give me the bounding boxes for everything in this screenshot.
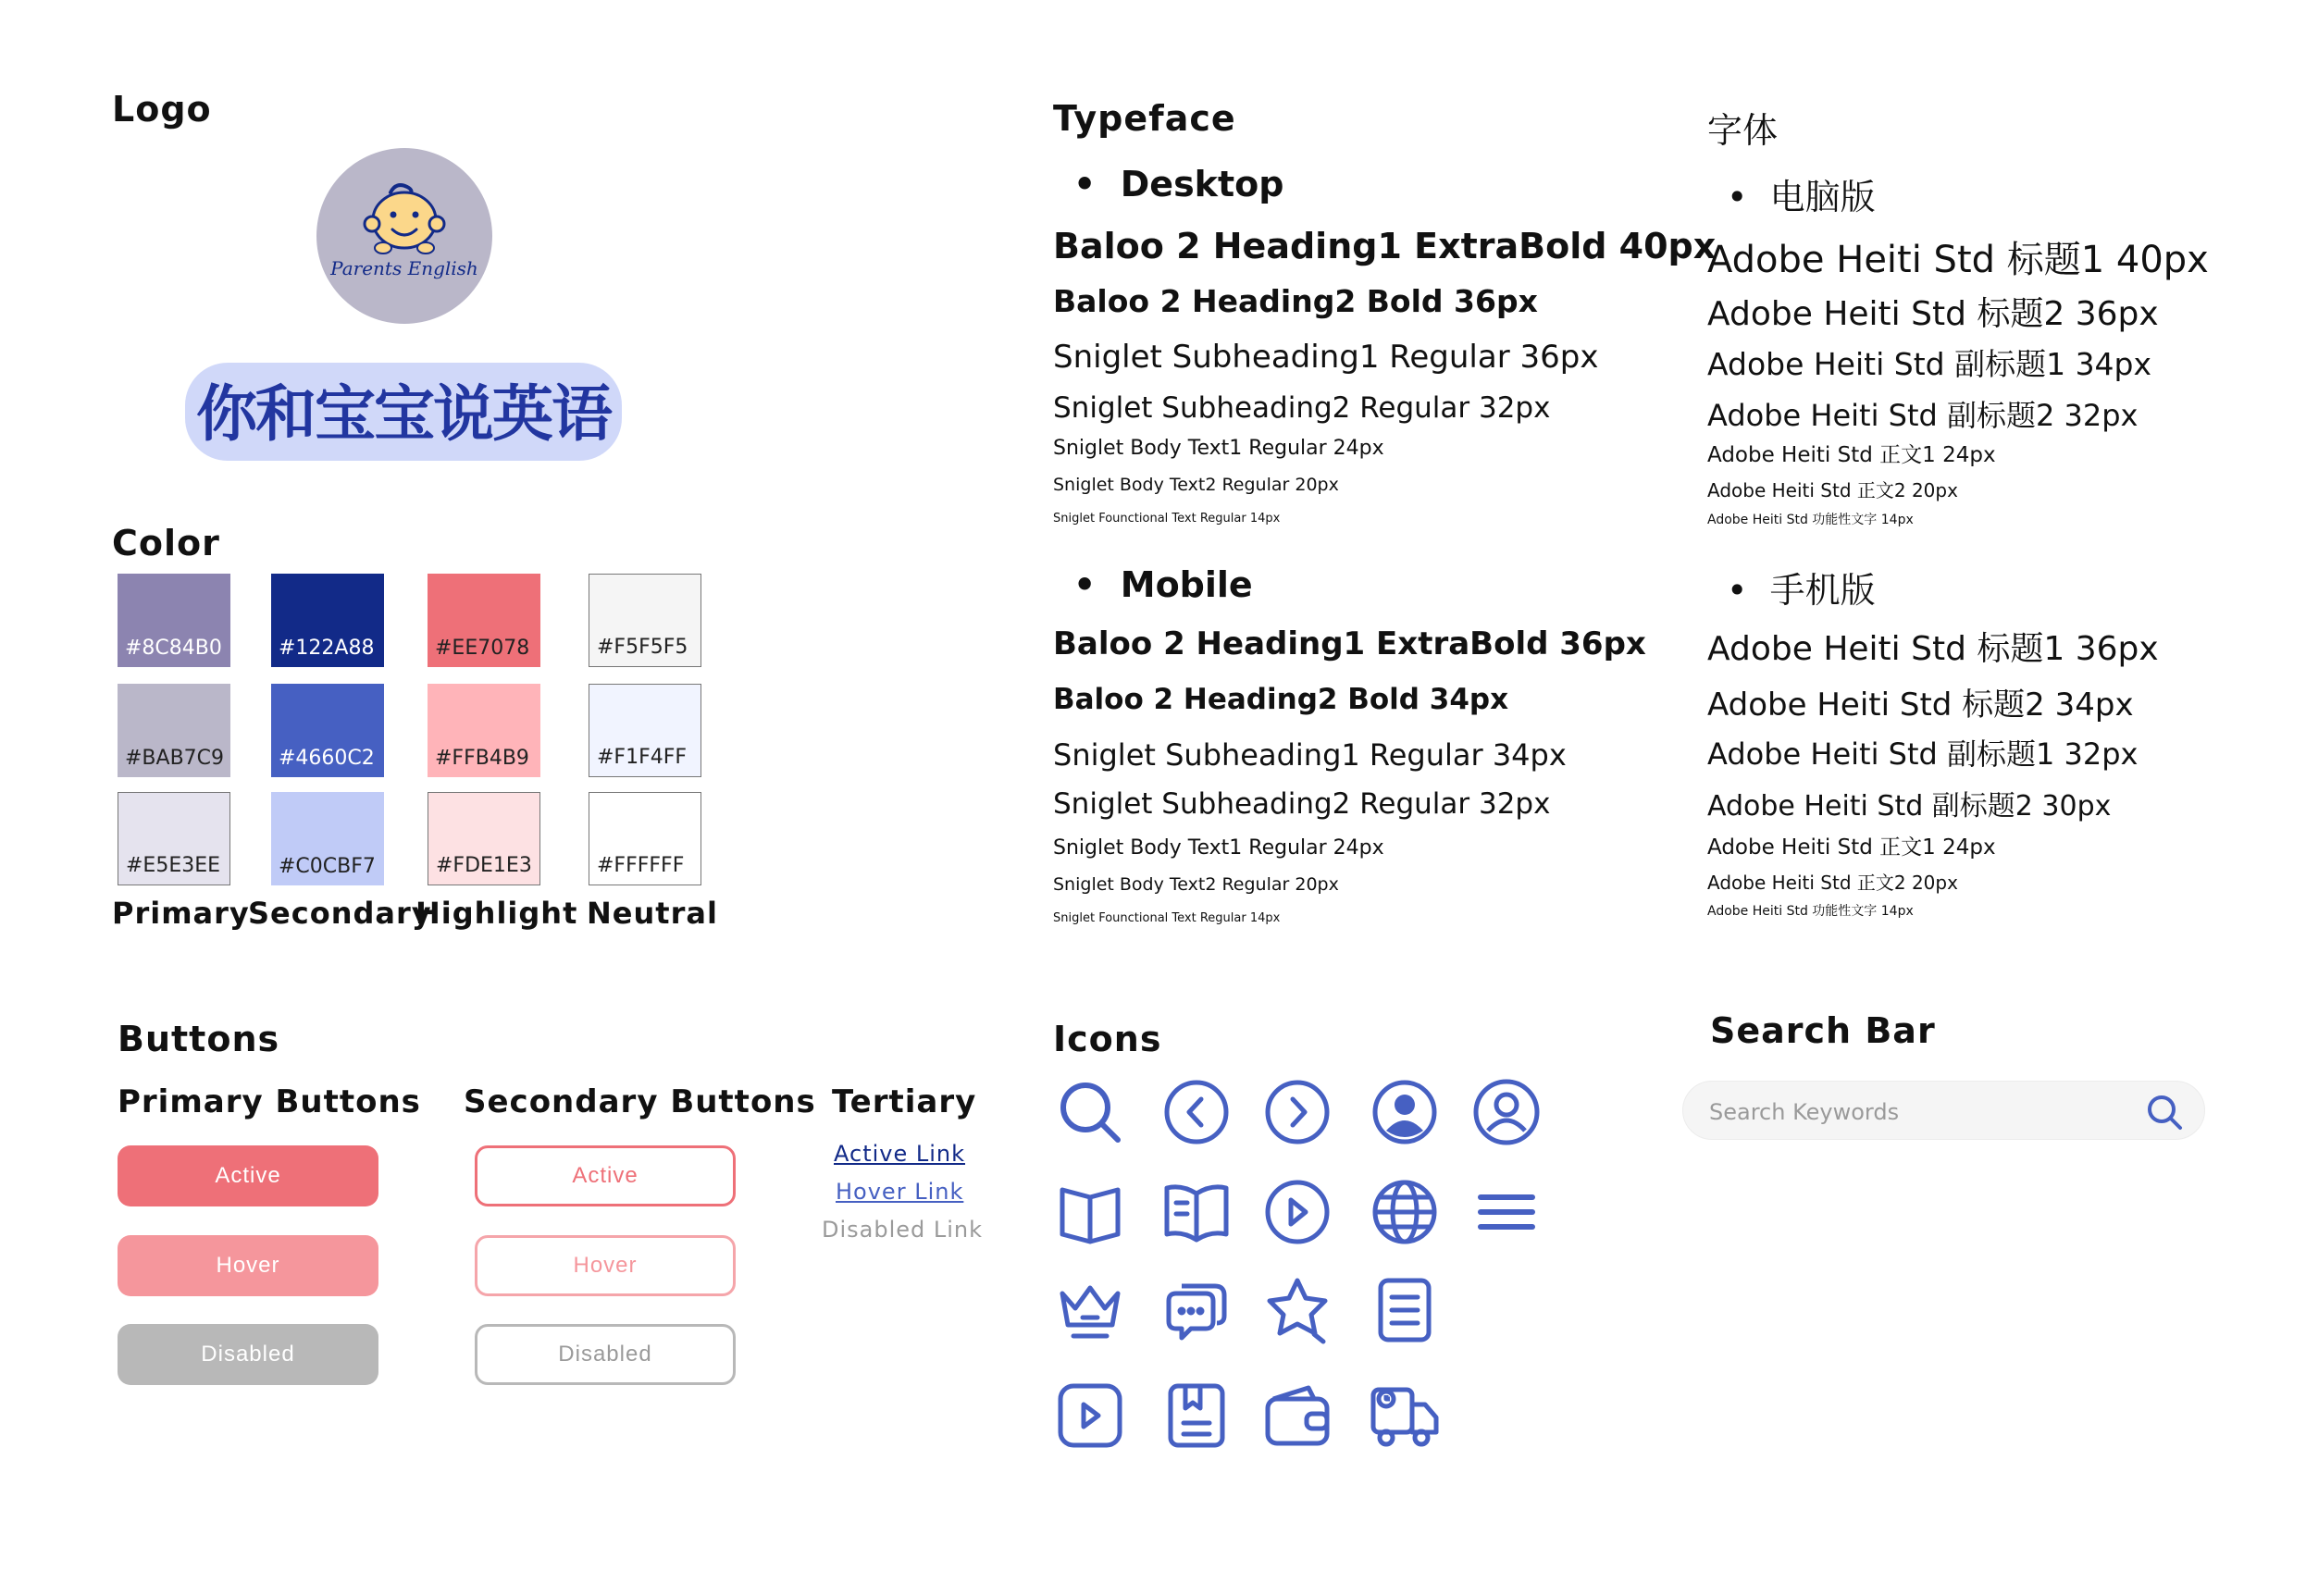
typeface-desktop-body1: Sniglet Body Text1 Regular 24px — [1053, 437, 1384, 460]
cn-desktop-label: 电脑版 — [1769, 177, 1876, 217]
color-swatch-hex: #4660C2 — [279, 747, 375, 770]
tertiary-title: Tertiary — [832, 1083, 977, 1120]
mobile-label: Mobile — [1120, 564, 1253, 605]
color-swatch-hex: #C0CBF7 — [279, 855, 376, 878]
search-input[interactable] — [1707, 1091, 2137, 1133]
color-swatch-secondary-2 — [271, 684, 384, 777]
color-swatch-hex: #8C84B0 — [125, 637, 222, 660]
tertiary-hover-link[interactable]: Hover Link — [836, 1179, 964, 1205]
color-swatch-secondary-1 — [271, 574, 384, 667]
cn-mobile-sub2: Adobe Heiti Std 副标题2 30px — [1707, 790, 2112, 823]
color-swatch-highlight-3 — [428, 792, 540, 885]
typeface-desktop-body2: Sniglet Body Text2 Regular 20px — [1053, 475, 1339, 495]
color-swatch-neutral-1 — [589, 574, 701, 667]
primary-buttons-title: Primary Buttons — [118, 1083, 421, 1120]
color-swatch-primary-3 — [118, 792, 230, 885]
color-swatch-hex: #F5F5F5 — [597, 636, 688, 659]
primary-disabled-button[interactable]: Disabled — [118, 1324, 378, 1385]
color-swatch-hex: #FFFFFF — [597, 854, 685, 877]
primary-active-button[interactable]: Active — [118, 1145, 378, 1206]
search-icon[interactable] — [1053, 1075, 1127, 1149]
chevron-right-icon[interactable] — [1260, 1075, 1334, 1149]
color-swatch-neutral-2 — [589, 684, 701, 777]
cn-desktop-functional: Adobe Heiti Std 功能性文字 14px — [1707, 513, 1914, 527]
color-swatch-hex: #F1F4FF — [597, 746, 688, 769]
color-group-secondary: Secondary — [248, 896, 432, 931]
cn-mobile-bullet: • 手机版 — [1727, 570, 1876, 611]
color-swatch-highlight-2 — [428, 684, 540, 777]
color-group-primary: Primary — [112, 896, 250, 931]
baby-face-icon — [316, 148, 492, 324]
menu-icon[interactable] — [1469, 1175, 1544, 1249]
color-swatch-secondary-3 — [271, 792, 384, 885]
color-swatch-hex: #BAB7C9 — [125, 747, 225, 770]
brand-logo — [316, 148, 492, 324]
color-swatch-hex: #FDE1E3 — [436, 854, 532, 877]
play-circle-icon[interactable] — [1260, 1175, 1334, 1249]
cn-mobile-h2: Adobe Heiti Std 标题2 34px — [1707, 687, 2134, 724]
chinese-font-section-title: 字体 — [1707, 110, 1779, 151]
star-icon[interactable] — [1260, 1273, 1334, 1347]
secondary-disabled-button[interactable]: Disabled — [475, 1324, 736, 1385]
bookmark-document-icon[interactable] — [1159, 1379, 1234, 1453]
color-swatch-hex: #E5E3EE — [126, 854, 221, 877]
desktop-label: Desktop — [1120, 164, 1284, 204]
color-swatch-hex: #122A88 — [279, 637, 375, 660]
brand-name-cn: 你和宝宝说英语 — [196, 378, 611, 450]
cn-mobile-label: 手机版 — [1769, 570, 1876, 611]
color-swatch-neutral-3 — [589, 792, 701, 885]
wallet-icon[interactable] — [1260, 1379, 1334, 1453]
color-swatch-highlight-1 — [428, 574, 540, 667]
color-swatch-hex: #EE7078 — [435, 637, 530, 660]
color-group-neutral: Neutral — [587, 896, 718, 931]
document-icon[interactable] — [1368, 1273, 1442, 1347]
user-circle-icon[interactable] — [1469, 1075, 1544, 1149]
typeface-mobile-functional: Sniglet Founctional Text Regular 14px — [1053, 911, 1281, 925]
delivery-truck-icon[interactable] — [1368, 1379, 1442, 1453]
book-open-icon[interactable] — [1053, 1175, 1127, 1249]
primary-hover-button[interactable]: Hover — [118, 1235, 378, 1296]
color-swatch-primary-1 — [118, 574, 230, 667]
cn-desktop-sub1: Adobe Heiti Std 副标题1 34px — [1707, 346, 2152, 382]
cn-mobile-body1: Adobe Heiti Std 正文1 24px — [1707, 835, 1996, 860]
desktop-bullet: • Desktop — [1073, 164, 1284, 204]
tertiary-disabled-link[interactable]: Disabled Link — [822, 1217, 984, 1243]
typeface-mobile-h2: Baloo 2 Heading2 Bold 34px — [1053, 683, 1509, 716]
search-bar-section-title: Search Bar — [1710, 1010, 1936, 1051]
book-notes-icon[interactable] — [1159, 1175, 1234, 1249]
mobile-bullet: • Mobile — [1073, 564, 1253, 605]
globe-icon[interactable] — [1368, 1175, 1442, 1249]
secondary-hover-button[interactable]: Hover — [475, 1235, 736, 1296]
brand-name-cn-logo — [181, 352, 626, 472]
cn-desktop-bullet: • 电脑版 — [1727, 177, 1876, 217]
color-group-highlight: Highlight — [415, 896, 578, 931]
typeface-desktop-functional: Sniglet Founctional Text Regular 14px — [1053, 512, 1281, 526]
color-swatch-primary-2 — [118, 684, 230, 777]
cn-desktop-body1: Adobe Heiti Std 正文1 24px — [1707, 443, 1996, 467]
typeface-section-title: Typeface — [1053, 98, 1236, 139]
secondary-buttons-title: Secondary Buttons — [464, 1083, 816, 1120]
user-circle-filled-icon[interactable] — [1368, 1075, 1442, 1149]
typeface-mobile-body1: Sniglet Body Text1 Regular 24px — [1053, 836, 1384, 860]
chevron-left-icon[interactable] — [1159, 1075, 1234, 1149]
buttons-section-title: Buttons — [118, 1019, 280, 1059]
cn-desktop-body2: Adobe Heiti Std 正文2 20px — [1707, 479, 1958, 501]
typeface-desktop-h2: Baloo 2 Heading2 Bold 36px — [1053, 283, 1538, 319]
brand-name-en: Parents English — [330, 257, 478, 279]
cn-desktop-sub2: Adobe Heiti Std 副标题2 32px — [1707, 398, 2139, 433]
typeface-mobile-sub1: Sniglet Subheading1 Regular 34px — [1053, 737, 1567, 773]
typeface-mobile-h1: Baloo 2 Heading1 ExtraBold 36px — [1053, 625, 1646, 662]
logo-section-title: Logo — [112, 89, 212, 130]
typeface-mobile-body2: Sniglet Body Text2 Regular 20px — [1053, 874, 1339, 895]
chat-icon[interactable] — [1159, 1273, 1234, 1347]
cn-mobile-sub1: Adobe Heiti Std 副标题1 32px — [1707, 736, 2139, 772]
typeface-desktop-sub1: Sniglet Subheading1 Regular 36px — [1053, 339, 1599, 376]
cn-desktop-h1: Adobe Heiti Std 标题1 40px — [1707, 239, 2209, 281]
cn-mobile-h1: Adobe Heiti Std 标题1 36px — [1707, 630, 2159, 668]
secondary-active-button[interactable]: Active — [475, 1145, 736, 1206]
typeface-desktop-h1: Baloo 2 Heading1 ExtraBold 40px — [1053, 226, 1717, 266]
typeface-desktop-sub2: Sniglet Subheading2 Regular 32px — [1053, 391, 1551, 425]
search-icon[interactable] — [2145, 1093, 2184, 1132]
cn-mobile-body2: Adobe Heiti Std 正文2 20px — [1707, 872, 1958, 894]
color-section-title: Color — [112, 523, 220, 563]
play-square-icon[interactable] — [1053, 1379, 1127, 1453]
tertiary-active-link[interactable]: Active Link — [834, 1141, 966, 1167]
cn-mobile-functional: Adobe Heiti Std 功能性文字 14px — [1707, 904, 1914, 919]
color-swatch-hex: #FFB4B9 — [435, 747, 529, 770]
crown-icon[interactable] — [1053, 1273, 1127, 1347]
cn-desktop-h2: Adobe Heiti Std 标题2 36px — [1707, 295, 2159, 333]
icons-section-title: Icons — [1053, 1019, 1162, 1059]
search-bar[interactable] — [1682, 1081, 2205, 1140]
typeface-mobile-sub2: Sniglet Subheading2 Regular 32px — [1053, 787, 1551, 821]
